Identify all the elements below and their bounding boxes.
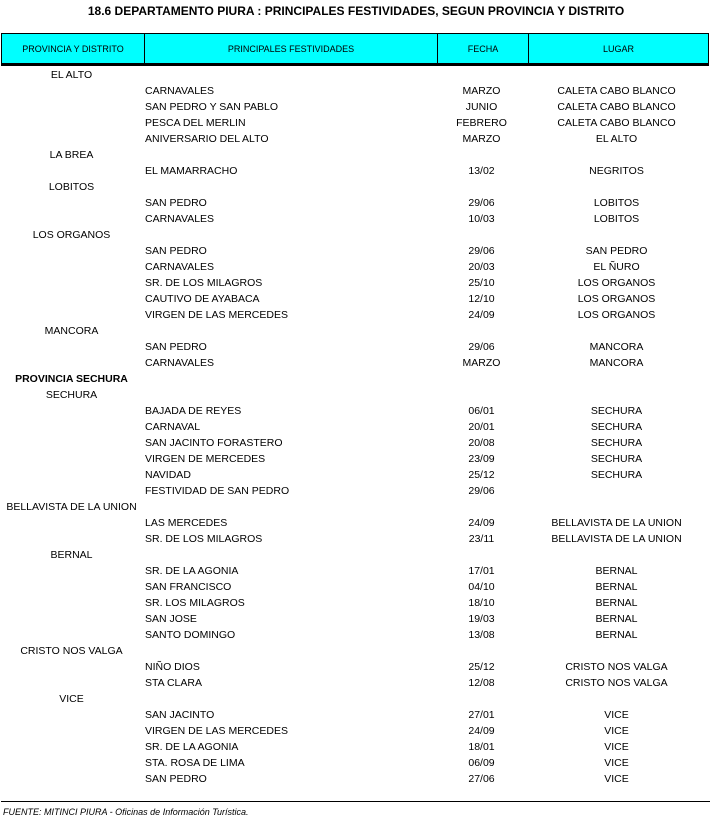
festival-cell: VIRGEN DE LAS MERCEDES <box>145 309 288 321</box>
table-row <box>0 403 712 419</box>
festival-cell: SAN JACINTO <box>145 709 215 721</box>
location-cell: BERNAL <box>595 597 638 609</box>
location-cell: BERNAL <box>595 629 638 641</box>
location-cell: CALETA CABO BLANCO <box>557 101 676 113</box>
table-row-place <box>0 499 712 515</box>
table-row-place <box>0 547 712 563</box>
location-cell: EL ÑURO <box>593 261 640 273</box>
table-row <box>0 531 712 547</box>
location-cell: SECHURA <box>590 421 643 433</box>
festival-cell: STA CLARA <box>145 677 202 689</box>
date-cell: 24/09 <box>468 309 495 321</box>
festival-cell: SANTO DOMINGO <box>145 629 236 641</box>
festival-cell: CARNAVALES <box>145 213 215 225</box>
date-cell: MARZO <box>462 357 501 369</box>
festival-cell: CARNAVALES <box>145 85 215 97</box>
festival-cell: BAJADA DE REYES <box>145 405 242 417</box>
location-cell: BERNAL <box>595 581 638 593</box>
location-cell: SECHURA <box>590 453 643 465</box>
location-cell: LOS ORGANOS <box>577 309 656 321</box>
table-row <box>0 259 712 275</box>
location-cell: LOBITOS <box>593 213 640 225</box>
date-cell: 06/01 <box>468 405 495 417</box>
location-cell: LOS ORGANOS <box>577 293 656 305</box>
festival-cell: CARNAVAL <box>145 421 201 433</box>
table-row <box>0 659 712 675</box>
location-cell: BELLAVISTA DE LA UNION <box>551 517 682 529</box>
location-cell: LOS ORGANOS <box>577 277 656 289</box>
table-row <box>0 739 712 755</box>
table-row <box>0 771 712 787</box>
column-header-fecha: FECHA <box>438 34 529 63</box>
table-row-place <box>0 691 712 707</box>
table-row <box>0 579 712 595</box>
district-label: VICE <box>59 693 84 705</box>
date-cell: 25/12 <box>468 661 495 673</box>
date-cell: 25/12 <box>468 469 495 481</box>
district-label: BERNAL <box>50 549 93 561</box>
location-cell: SECHURA <box>590 437 643 449</box>
table-row <box>0 99 712 115</box>
table-row <box>0 627 712 643</box>
date-cell: 13/08 <box>468 629 495 641</box>
festival-cell: VIRGEN DE MERCEDES <box>145 453 266 465</box>
table-row <box>0 755 712 771</box>
table-row <box>0 307 712 323</box>
festival-cell: FESTIVIDAD DE SAN PEDRO <box>145 485 290 497</box>
district-label: CRISTO NOS VALGA <box>20 645 123 657</box>
date-cell: 27/06 <box>468 773 495 785</box>
table-row <box>0 419 712 435</box>
table-row <box>0 435 712 451</box>
table-row <box>0 723 712 739</box>
district-label: LOBITOS <box>48 181 95 193</box>
table-row <box>0 83 712 99</box>
date-cell: 29/06 <box>468 485 495 497</box>
table-row-place <box>0 387 712 403</box>
location-cell: SAN PEDRO <box>585 245 648 257</box>
location-cell: BELLAVISTA DE LA UNION <box>551 533 682 545</box>
date-cell: 12/08 <box>468 677 495 689</box>
location-cell: VICE <box>604 773 629 785</box>
date-cell: 17/01 <box>468 565 495 577</box>
district-label: LA BREA <box>49 149 94 161</box>
table-header <box>1 33 709 64</box>
table-row <box>0 707 712 723</box>
date-cell: 23/11 <box>468 533 495 545</box>
table-row <box>0 611 712 627</box>
location-cell: LOBITOS <box>593 197 640 209</box>
location-cell: BERNAL <box>595 613 638 625</box>
district-label: MANCORA <box>44 325 99 337</box>
table-row-place <box>0 147 712 163</box>
district-label: BELLAVISTA DE LA UNION <box>6 501 137 513</box>
date-cell: 25/10 <box>468 277 495 289</box>
province-label: PROVINCIA SECHURA <box>15 373 128 385</box>
location-cell: VICE <box>604 741 629 753</box>
festival-cell: SAN JACINTO FORASTERO <box>145 437 283 449</box>
table-row <box>0 467 712 483</box>
header-divider <box>1 64 709 66</box>
source-note: FUENTE: MITINCI PIURA - Oficinas de Información Turística. <box>3 807 249 817</box>
table-body <box>0 67 712 787</box>
column-header-lugar: LUGAR <box>602 44 634 54</box>
date-cell: 19/03 <box>468 613 495 625</box>
table-row <box>0 339 712 355</box>
table-row <box>0 291 712 307</box>
location-cell: VICE <box>604 725 629 737</box>
date-cell: 18/10 <box>468 597 495 609</box>
location-cell: VICE <box>604 757 629 769</box>
table-row <box>0 195 712 211</box>
festival-cell: SR. DE LA AGONIA <box>145 741 239 753</box>
festival-cell: SR. DE LOS MILAGROS <box>145 277 263 289</box>
location-cell: EL ALTO <box>595 133 638 145</box>
date-cell: 24/09 <box>468 725 495 737</box>
table-row <box>0 355 712 371</box>
date-cell: 24/09 <box>468 517 495 529</box>
table-row <box>0 163 712 179</box>
district-label: SECHURA <box>45 389 98 401</box>
table-row <box>0 275 712 291</box>
table-row-place <box>0 643 712 659</box>
date-cell: 20/08 <box>468 437 495 449</box>
footer-divider <box>1 801 710 802</box>
date-cell: MARZO <box>462 85 501 97</box>
date-cell: 20/03 <box>468 261 495 273</box>
column-header-provincia: PROVINCIA Y DISTRITO <box>2 34 145 63</box>
date-cell: 10/03 <box>468 213 495 225</box>
date-cell: 20/01 <box>468 421 495 433</box>
location-cell: NEGRITOS <box>589 165 644 177</box>
page-title: 18.6 DEPARTAMENTO PIURA : PRINCIPALES FESTIVIDADES, SEGUN PROVINCIA Y DISTRITO <box>87 4 625 18</box>
location-cell: CALETA CABO BLANCO <box>557 85 676 97</box>
festival-cell: SAN PEDRO <box>145 197 207 209</box>
festival-cell: EL MAMARRACHO <box>145 165 238 177</box>
table-row-place <box>0 179 712 195</box>
date-cell: 29/06 <box>468 341 495 353</box>
district-label: EL ALTO <box>50 69 93 81</box>
location-cell: SECHURA <box>590 469 643 481</box>
location-cell: MANCORA <box>589 341 644 353</box>
location-cell: BERNAL <box>595 565 638 577</box>
location-cell: CALETA CABO BLANCO <box>557 117 676 129</box>
festival-cell: STA. ROSA DE LIMA <box>145 757 245 769</box>
festival-cell: SR. DE LOS MILAGROS <box>145 533 263 545</box>
date-cell: 29/06 <box>468 197 495 209</box>
column-header-festividades: PRINCIPALES FESTIVIDADES <box>145 34 438 63</box>
table-row <box>0 563 712 579</box>
table-row <box>0 243 712 259</box>
date-cell: 06/09 <box>468 757 495 769</box>
date-cell: 13/02 <box>468 165 495 177</box>
location-cell: VICE <box>604 709 629 721</box>
date-cell: FEBRERO <box>456 117 507 129</box>
date-cell: 23/09 <box>468 453 495 465</box>
festival-cell: LAS MERCEDES <box>145 517 228 529</box>
date-cell: 29/06 <box>468 245 495 257</box>
date-cell: 04/10 <box>468 581 495 593</box>
festival-cell: NIÑO DIOS <box>145 661 200 673</box>
date-cell: 27/01 <box>468 709 495 721</box>
table-row-place <box>0 371 712 387</box>
date-cell: 12/10 <box>468 293 495 305</box>
festival-cell: SAN PEDRO <box>145 341 207 353</box>
festival-cell: CARNAVALES <box>145 261 215 273</box>
table-row <box>0 451 712 467</box>
location-cell: CRISTO NOS VALGA <box>565 677 668 689</box>
location-cell: SECHURA <box>590 405 643 417</box>
festival-cell: CAUTIVO DE AYABACA <box>145 293 260 305</box>
table-row <box>0 131 712 147</box>
table-row <box>0 483 712 499</box>
table-row <box>0 675 712 691</box>
date-cell: 18/01 <box>468 741 495 753</box>
festival-cell: CARNAVALES <box>145 357 215 369</box>
festival-cell: SAN FRANCISCO <box>145 581 232 593</box>
table-row-place <box>0 67 712 83</box>
festival-cell: PESCA DEL MERLIN <box>145 117 246 129</box>
festival-cell: VIRGEN DE LAS MERCEDES <box>145 725 288 737</box>
festival-cell: SAN PEDRO <box>145 245 207 257</box>
festival-cell: SR. DE LA AGONIA <box>145 565 239 577</box>
table-row <box>0 211 712 227</box>
festival-cell: SAN JOSE <box>145 613 197 625</box>
table-row-place <box>0 227 712 243</box>
festival-cell: ANIVERSARIO DEL ALTO <box>145 133 269 145</box>
table-row <box>0 595 712 611</box>
location-cell: MANCORA <box>589 357 644 369</box>
festival-cell: SR. LOS MILAGROS <box>145 597 245 609</box>
table-row <box>0 515 712 531</box>
festival-cell: SAN PEDRO <box>145 773 207 785</box>
table-row <box>0 115 712 131</box>
table-row-place <box>0 323 712 339</box>
date-cell: MARZO <box>462 133 501 145</box>
district-label: LOS ORGANOS <box>32 229 111 241</box>
location-cell: CRISTO NOS VALGA <box>565 661 668 673</box>
festival-cell: NAVIDAD <box>145 469 191 481</box>
date-cell: JUNIO <box>465 101 498 113</box>
festival-cell: SAN PEDRO Y SAN PABLO <box>145 101 279 113</box>
